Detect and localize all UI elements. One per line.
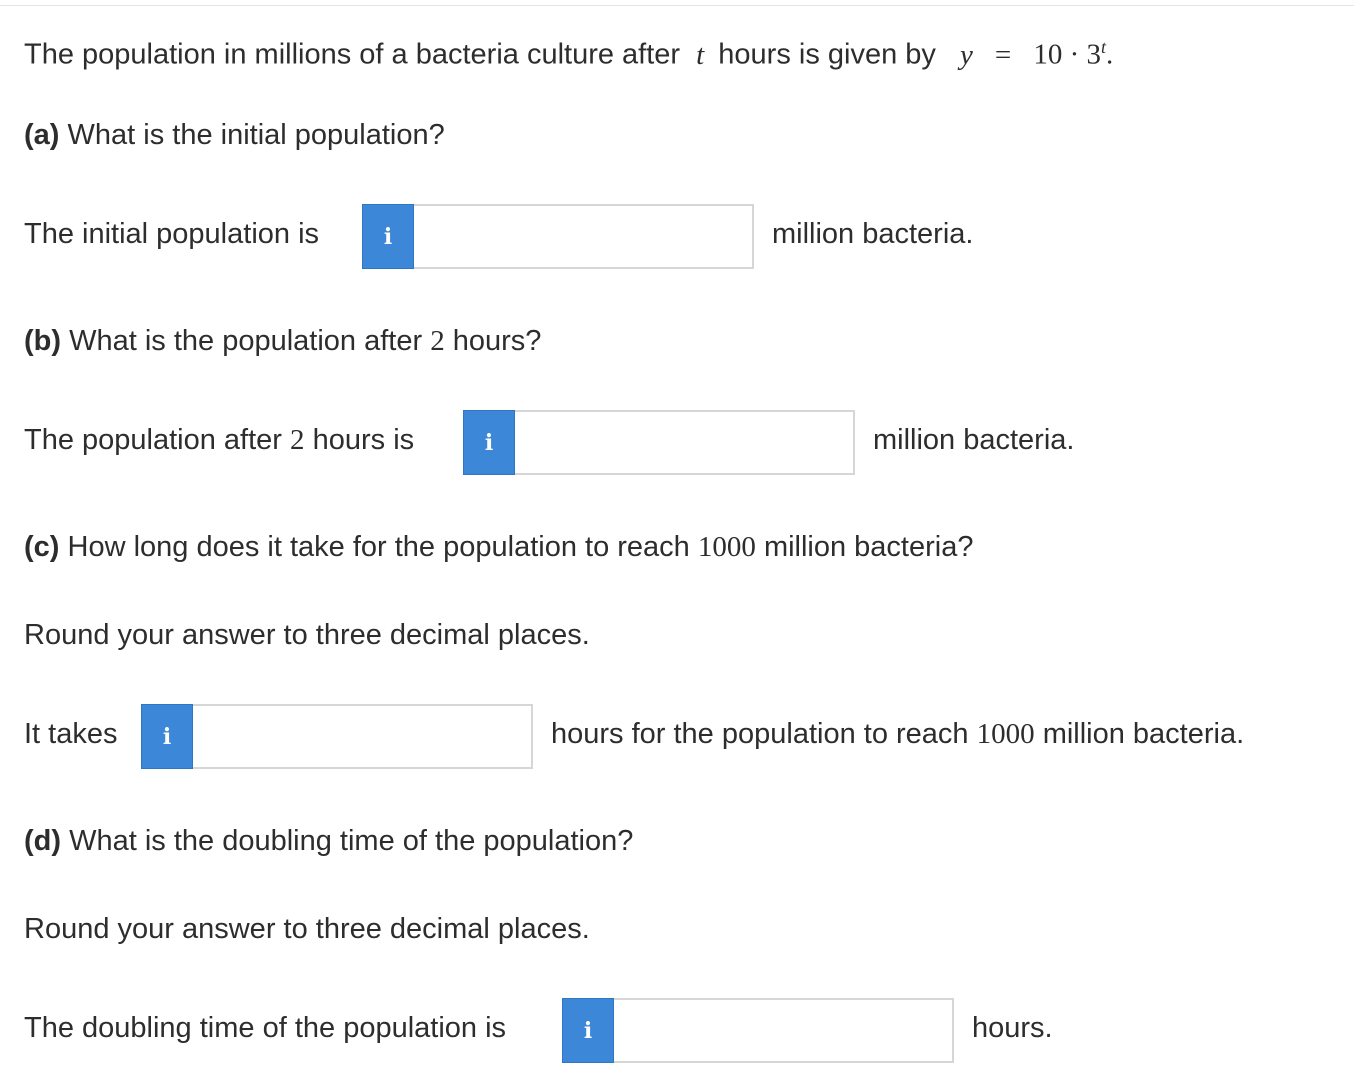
part-b-suffix: million bacteria.: [873, 424, 1075, 456]
part-c-suffix-post: million bacteria.: [1042, 718, 1245, 750]
equation-end: .: [1106, 38, 1114, 71]
info-icon[interactable]: i: [362, 204, 414, 269]
part-d-tag: (d): [24, 825, 62, 857]
intro-var-t: t: [696, 38, 705, 71]
part-c-input[interactable]: [193, 704, 533, 769]
part-b-question-pre: What is the population after: [69, 325, 423, 357]
part-b-question-num: 2: [430, 325, 445, 357]
part-c-suffix: [551, 717, 1244, 751]
part-d-answer: [562, 998, 954, 1063]
part-c-question-num: 1000: [697, 531, 756, 563]
part-c-suffix-pre: hours for the population to reach: [551, 718, 969, 750]
part-d-prompt: The doubling time of the population is: [24, 1012, 507, 1044]
part-a-answer: [362, 204, 754, 269]
part-b-answer: [463, 410, 855, 475]
info-icon[interactable]: i: [463, 410, 515, 475]
part-b-prompt-num: 2: [290, 424, 305, 456]
intro-text-2: hours is given by: [718, 38, 936, 71]
part-d-question: [24, 824, 633, 858]
part-a-input[interactable]: [414, 204, 754, 269]
part-b-question-post: hours?: [452, 325, 542, 357]
part-b-prompt: [24, 423, 414, 457]
equation-equals: =: [994, 38, 1012, 71]
part-d-instruction: Round your answer to three decimal places.: [24, 913, 590, 945]
part-c-question-post: million bacteria?: [763, 531, 974, 563]
part-c-question: [24, 530, 973, 564]
info-icon[interactable]: i: [562, 998, 614, 1063]
part-c-prompt: It takes: [24, 718, 118, 750]
part-b-tag: (b): [24, 325, 62, 357]
part-b-input[interactable]: [515, 410, 855, 475]
part-a-tag: (a): [24, 119, 60, 151]
part-c-instruction: Round your answer to three decimal places.: [24, 619, 590, 651]
part-d-question-text: What is the doubling time of the population?: [69, 825, 634, 857]
part-a-question-text: What is the initial population?: [67, 119, 445, 151]
part-c-question-pre: How long does it take for the population to reach: [67, 531, 690, 563]
part-d-suffix: hours.: [972, 1012, 1053, 1044]
part-a-question: [24, 118, 445, 152]
part-c-suffix-num: 1000: [976, 718, 1035, 750]
part-c-answer: [141, 704, 533, 769]
part-a-prompt: The initial population is: [24, 218, 320, 250]
problem-statement: [24, 30, 1113, 72]
equation-y: y: [959, 38, 973, 71]
part-d-input[interactable]: [614, 998, 954, 1063]
part-b-prompt-pre: The population after: [24, 424, 282, 456]
intro-text: The population in millions of a bacteria culture after: [24, 38, 681, 71]
part-b-question: [24, 324, 541, 358]
info-icon[interactable]: i: [141, 704, 193, 769]
equation-exponent: t: [1101, 37, 1107, 57]
part-b-prompt-post: hours is: [312, 424, 415, 456]
equation-base: 10 · 3: [1033, 38, 1101, 71]
part-c-tag: (c): [24, 531, 60, 563]
top-divider: [0, 5, 1354, 6]
part-a-suffix: million bacteria.: [772, 218, 974, 250]
